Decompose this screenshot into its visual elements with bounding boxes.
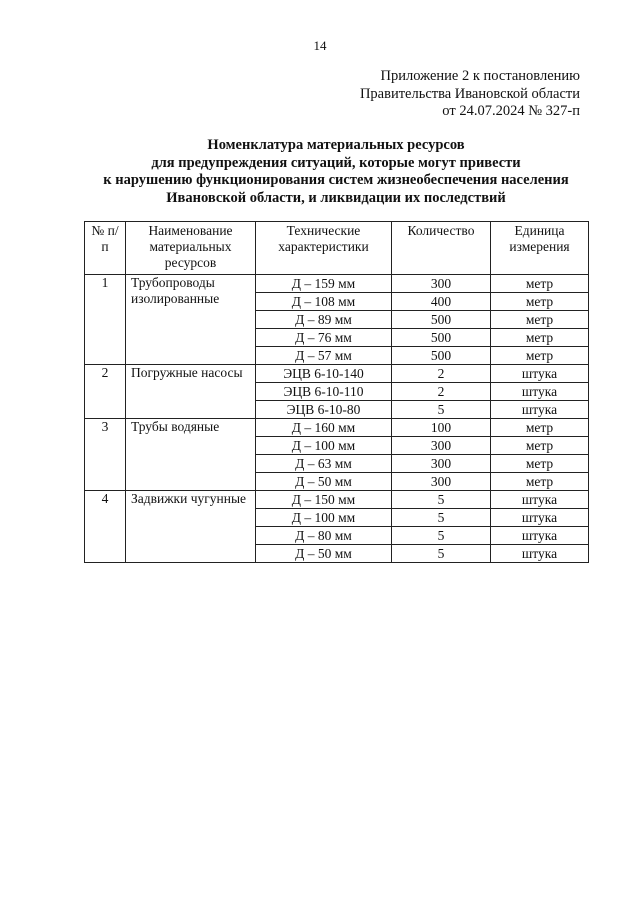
unit-cell: штука [491, 545, 589, 563]
spec-cell: Д – 89 мм [256, 311, 392, 329]
item-number: 2 [85, 365, 126, 419]
quantity-cell: 500 [392, 347, 491, 365]
unit-cell: метр [491, 455, 589, 473]
quantity-cell: 500 [392, 329, 491, 347]
unit-cell: метр [491, 329, 589, 347]
header-qty: Количество [392, 222, 491, 275]
quantity-cell: 500 [392, 311, 491, 329]
spec-cell: Д – 108 мм [256, 293, 392, 311]
spec-cell: Д – 50 мм [256, 473, 392, 491]
unit-cell: метр [491, 347, 589, 365]
unit-cell: метр [491, 419, 589, 437]
unit-cell: штука [491, 383, 589, 401]
title-line-4: Ивановской области, и ликвидации их последствий [166, 189, 506, 206]
table-row [85, 419, 589, 437]
table-row [85, 365, 589, 383]
unit-cell: метр [491, 473, 589, 491]
resource-name: Погружные насосы [126, 365, 256, 419]
quantity-cell: 300 [392, 275, 491, 293]
spec-cell: Д – 150 мм [256, 491, 392, 509]
quantity-cell: 5 [392, 491, 491, 509]
unit-cell: метр [491, 437, 589, 455]
spec-cell: Д – 57 мм [256, 347, 392, 365]
quantity-cell: 400 [392, 293, 491, 311]
header-spec: Технические характеристики [256, 222, 392, 275]
unit-cell: метр [491, 311, 589, 329]
quantity-cell: 5 [392, 545, 491, 563]
nomenclature-table [84, 221, 589, 563]
spec-cell: Д – 159 мм [256, 275, 392, 293]
unit-cell: штука [491, 491, 589, 509]
document-title [0, 137, 640, 207]
quantity-cell: 5 [392, 509, 491, 527]
item-number: 1 [85, 275, 126, 365]
unit-cell: штука [491, 401, 589, 419]
quantity-cell: 300 [392, 473, 491, 491]
header-name: Наименование материальных ресурсов [126, 222, 256, 275]
quantity-cell: 300 [392, 437, 491, 455]
item-number: 4 [85, 491, 126, 563]
spec-cell: Д – 160 мм [256, 419, 392, 437]
appendix-line-2: Правительства Ивановской области [359, 85, 580, 102]
resource-name: Трубопроводы изолированные [126, 275, 256, 365]
table-header-row [85, 222, 589, 275]
title-line-3: к нарушению функционирования систем жизнеобеспечения населения [103, 172, 569, 188]
unit-cell: метр [491, 293, 589, 311]
spec-cell: Д – 63 мм [256, 455, 392, 473]
spec-cell: ЭЦВ 6-10-80 [256, 401, 392, 419]
quantity-cell: 5 [392, 401, 491, 419]
resource-name: Трубы водяные [126, 419, 256, 491]
unit-cell: штука [491, 509, 589, 527]
appendix-reference [360, 68, 580, 121]
page-number: 14 [313, 38, 327, 53]
quantity-cell: 100 [392, 419, 491, 437]
resource-name: Задвижки чугунные [126, 491, 256, 563]
title-line-2: для предупреждения ситуаций, которые могут привести [151, 154, 521, 171]
quantity-cell: 300 [392, 455, 491, 473]
spec-cell: Д – 100 мм [256, 437, 392, 455]
quantity-cell: 2 [392, 383, 491, 401]
table-row [85, 491, 589, 509]
quantity-cell: 5 [392, 527, 491, 545]
unit-cell: метр [491, 275, 589, 293]
spec-cell: Д – 50 мм [256, 545, 392, 563]
unit-cell: штука [491, 365, 589, 383]
spec-cell: ЭЦВ 6-10-110 [256, 383, 392, 401]
quantity-cell: 2 [392, 365, 491, 383]
header-num: № п/п [85, 222, 126, 275]
spec-cell: Д – 76 мм [256, 329, 392, 347]
item-number: 3 [85, 419, 126, 491]
table-row [85, 275, 589, 293]
spec-cell: Д – 100 мм [256, 509, 392, 527]
unit-cell: штука [491, 527, 589, 545]
appendix-line-1: Приложение 2 к постановлению [380, 68, 580, 84]
header-unit: Единица измерения [491, 222, 589, 275]
appendix-line-3: от 24.07.2024 № 327-п [442, 103, 580, 119]
spec-cell: Д – 80 мм [256, 527, 392, 545]
spec-cell: ЭЦВ 6-10-140 [256, 365, 392, 383]
title-line-1: Номенклатура материальных ресурсов [207, 137, 465, 153]
